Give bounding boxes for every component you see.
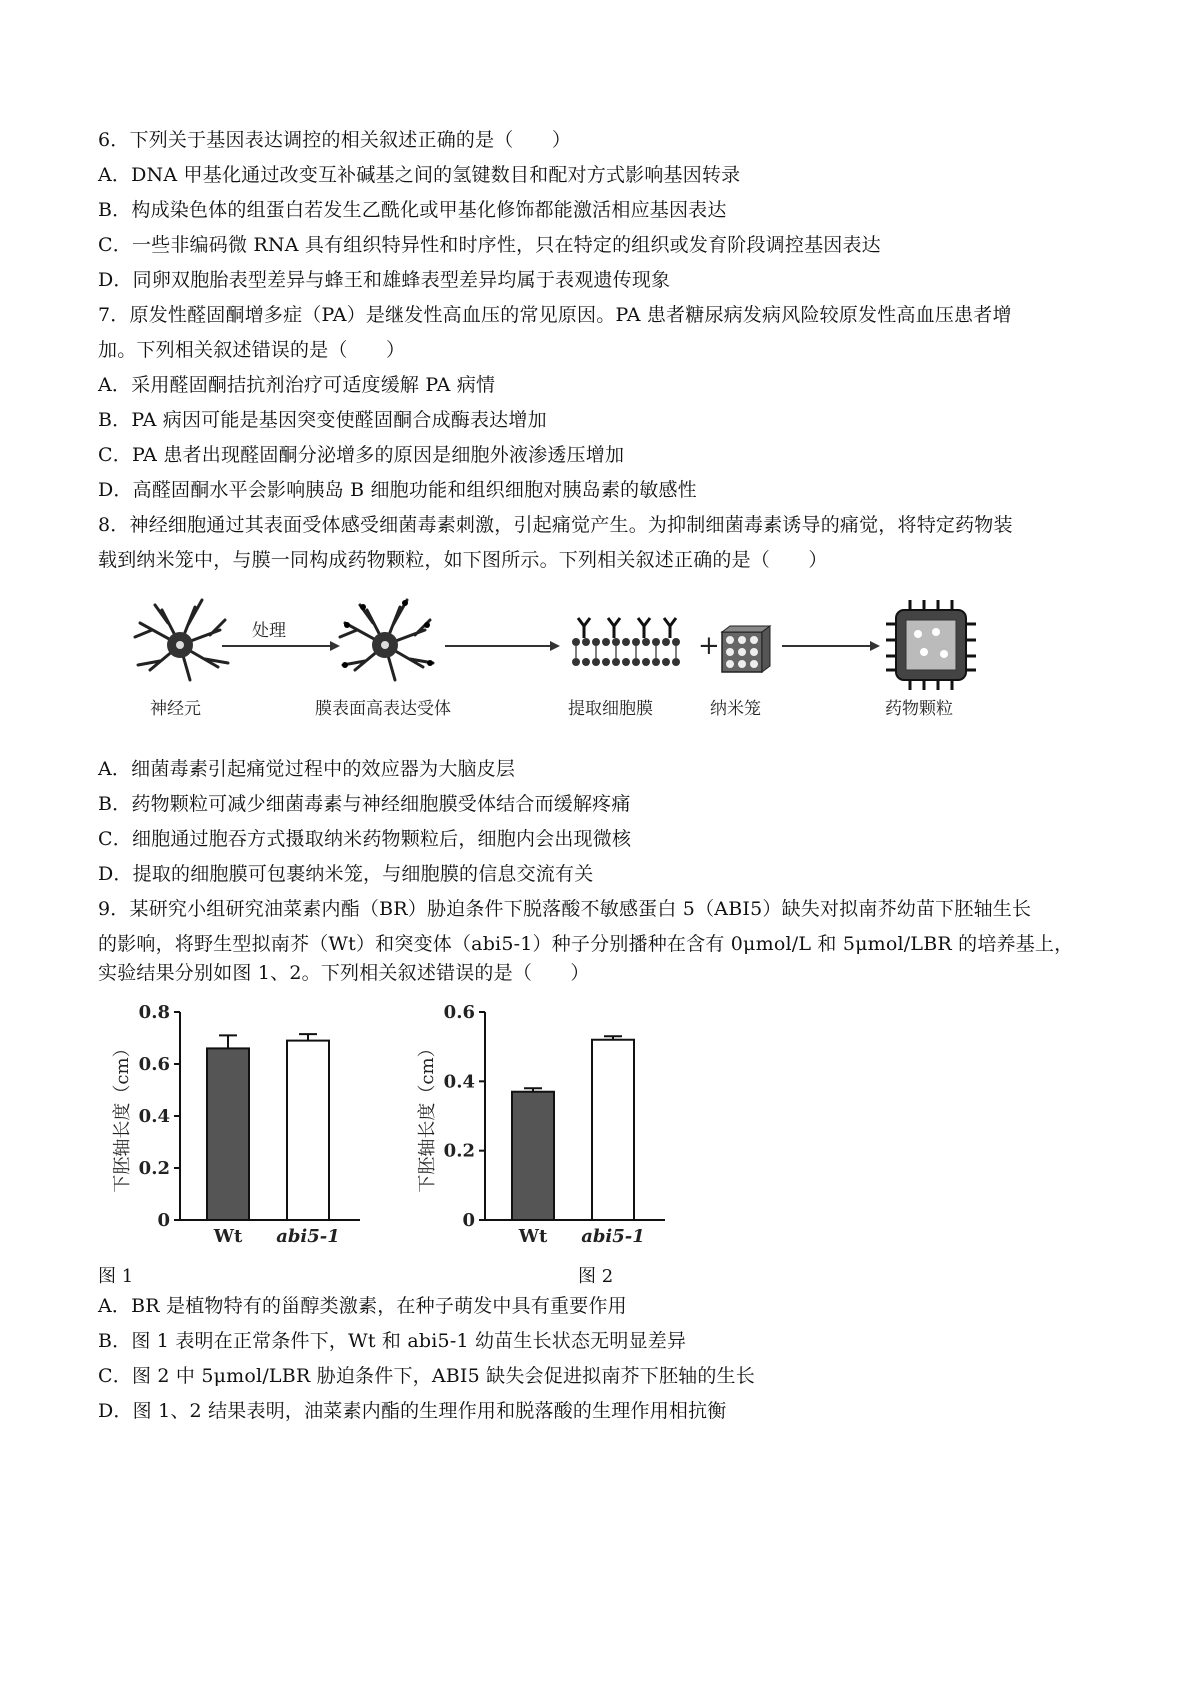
q8-option-c: C．细胞通过胞吞方式摄取纳米药物颗粒后，细胞内会出现微核 [98,828,632,850]
q9-option-b: B．图 1 表明在正常条件下，Wt 和 abi5-1 幼苗生长状态无明显差异 [98,1330,687,1352]
figure-2-caption: 图 2 [578,1266,614,1287]
figure-2-bar-chart [405,998,685,1258]
label-drug-particle: 药物颗粒 [885,699,953,719]
fig1-y-axis-label: 下胚轴长度（cm） [112,1039,133,1193]
figure-1-caption: 图 1 [98,1266,134,1287]
arrow-label-treat: 处理 [252,621,286,641]
fig1-bar-abi5-1 [287,1041,329,1220]
q8-option-b: B．药物颗粒可减少细菌毒素与神经细胞膜受体结合而缓解疼痛 [98,793,631,815]
cell-membrane-illustration [570,618,680,668]
q9-stem-line1: 9．某研究小组研究油菜素内酯（BR）胁迫条件下脱落酸不敏感蛋白 5（ABI5）缺失对拟南芥幼苗下胚轴生长 [98,898,1032,920]
fig2-bar-abi5-1 [592,1040,634,1220]
fig1-x-tick-label-Wt: Wt [213,1226,243,1247]
fig2-y-tick-label-1: 0.2 [443,1140,475,1162]
figure-1-bar-chart [100,998,380,1258]
drug-particle-diagram [110,590,1010,730]
q9-stem-line2: 的影响，将野生型拟南芥（Wt）和突变体（abi5-1）种子分别播种在含有 0μmol/L 和 5μmol/LBR 的培养基上， [98,933,1074,955]
fig2-y-axis-label: 下胚轴长度（cm） [417,1039,438,1193]
q7-option-d: D．高醛固酮水平会影响胰岛 B 细胞功能和组织细胞对胰岛素的敏感性 [98,479,697,501]
q9-stem-line3: 实验结果分别如图 1、2。下列相关叙述错误的是（ ） [98,962,590,984]
q9-option-a: A．BR 是植物特有的甾醇类激素，在种子萌发中具有重要作用 [98,1295,627,1317]
label-receptor-neuron: 膜表面高表达受体 [315,699,451,719]
q8-stem-line2: 载到纳米笼中，与膜一同构成药物颗粒，如下图所示。下列相关叙述正确的是（ ） [98,549,828,571]
fig2-x-tick-label-Wt: Wt [518,1226,548,1247]
fig1-y-tick-label-3: 0.6 [138,1054,170,1075]
fig1-bar-Wt [207,1048,249,1220]
drug-particle-illustration [886,600,976,690]
fig2-y-tick-label-0: 0 [462,1210,475,1231]
q9-option-c: C．图 2 中 5μmol/LBR 胁迫条件下，ABI5 缺失会促进拟南芥下胚轴的生长 [98,1365,755,1387]
fig1-x-tick-label-abi5-1: abi5-1 [276,1226,340,1247]
q7-option-b: B．PA 病因可能是基因突变使醛固酮合成酶表达增加 [98,409,547,431]
plus-sign: + [698,631,720,661]
fig2-bar-Wt [512,1092,554,1220]
q6-stem: 6．下列关于基因表达调控的相关叙述正确的是（ ） [98,129,572,151]
q7-stem-line2: 加。下列相关叙述错误的是（ ） [98,339,406,361]
label-nanocage: 纳米笼 [710,699,761,719]
q6-option-a: A．DNA 甲基化通过改变互补碱基之间的氢键数目和配对方式影响基因转录 [98,164,741,186]
q8-option-a: A．细菌毒素引起痛觉过程中的效应器为大脑皮层 [98,758,516,780]
fig1-y-tick-label-2: 0.4 [138,1106,170,1127]
q8-option-d: D．提取的细胞膜可包裹纳米笼，与细胞膜的信息交流有关 [98,863,594,885]
fig2-y-tick-label-3: 0.6 [443,1002,475,1023]
label-membrane: 提取细胞膜 [568,699,653,719]
neuron-illustration [135,600,228,680]
q8-stem-line1: 8．神经细胞通过其表面受体感受细菌毒素刺激，引起痛觉产生。为抑制细菌毒素诱导的痛觉，将特定药物装 [98,514,1013,536]
receptor-neuron-illustration [340,600,433,680]
q6-option-b: B．构成染色体的组蛋白若发生乙酰化或甲基化修饰都能激活相应基因表达 [98,199,727,221]
q6-option-c: C．一些非编码微 RNA 具有组织特异性和时序性，只在特定的组织或发育阶段调控基因表达 [98,234,881,256]
fig1-y-tick-label-4: 0.8 [138,1002,170,1023]
nanocage-illustration [722,626,770,672]
fig2-x-tick-label-abi5-1: abi5-1 [581,1226,645,1247]
label-neuron: 神经元 [150,699,201,719]
q6-option-d: D．同卵双胞胎表型差异与蜂王和雄蜂表型差异均属于表观遗传现象 [98,269,671,291]
fig1-y-tick-label-0: 0 [157,1210,170,1231]
q7-option-a: A．采用醛固酮拮抗剂治疗可适度缓解 PA 病情 [98,374,496,396]
q7-option-c: C．PA 患者出现醛固酮分泌增多的原因是细胞外液渗透压增加 [98,444,625,466]
fig1-y-tick-label-1: 0.2 [138,1158,170,1179]
fig2-y-tick-label-2: 0.4 [443,1071,475,1093]
q7-stem-line1: 7．原发性醛固酮增多症（PA）是继发性高血压的常见原因。PA 患者糖尿病发病风险较原发性高血压患者增 [98,304,1012,326]
q9-option-d: D．图 1、2 结果表明，油菜素内酯的生理作用和脱落酸的生理作用相抗衡 [98,1400,727,1422]
